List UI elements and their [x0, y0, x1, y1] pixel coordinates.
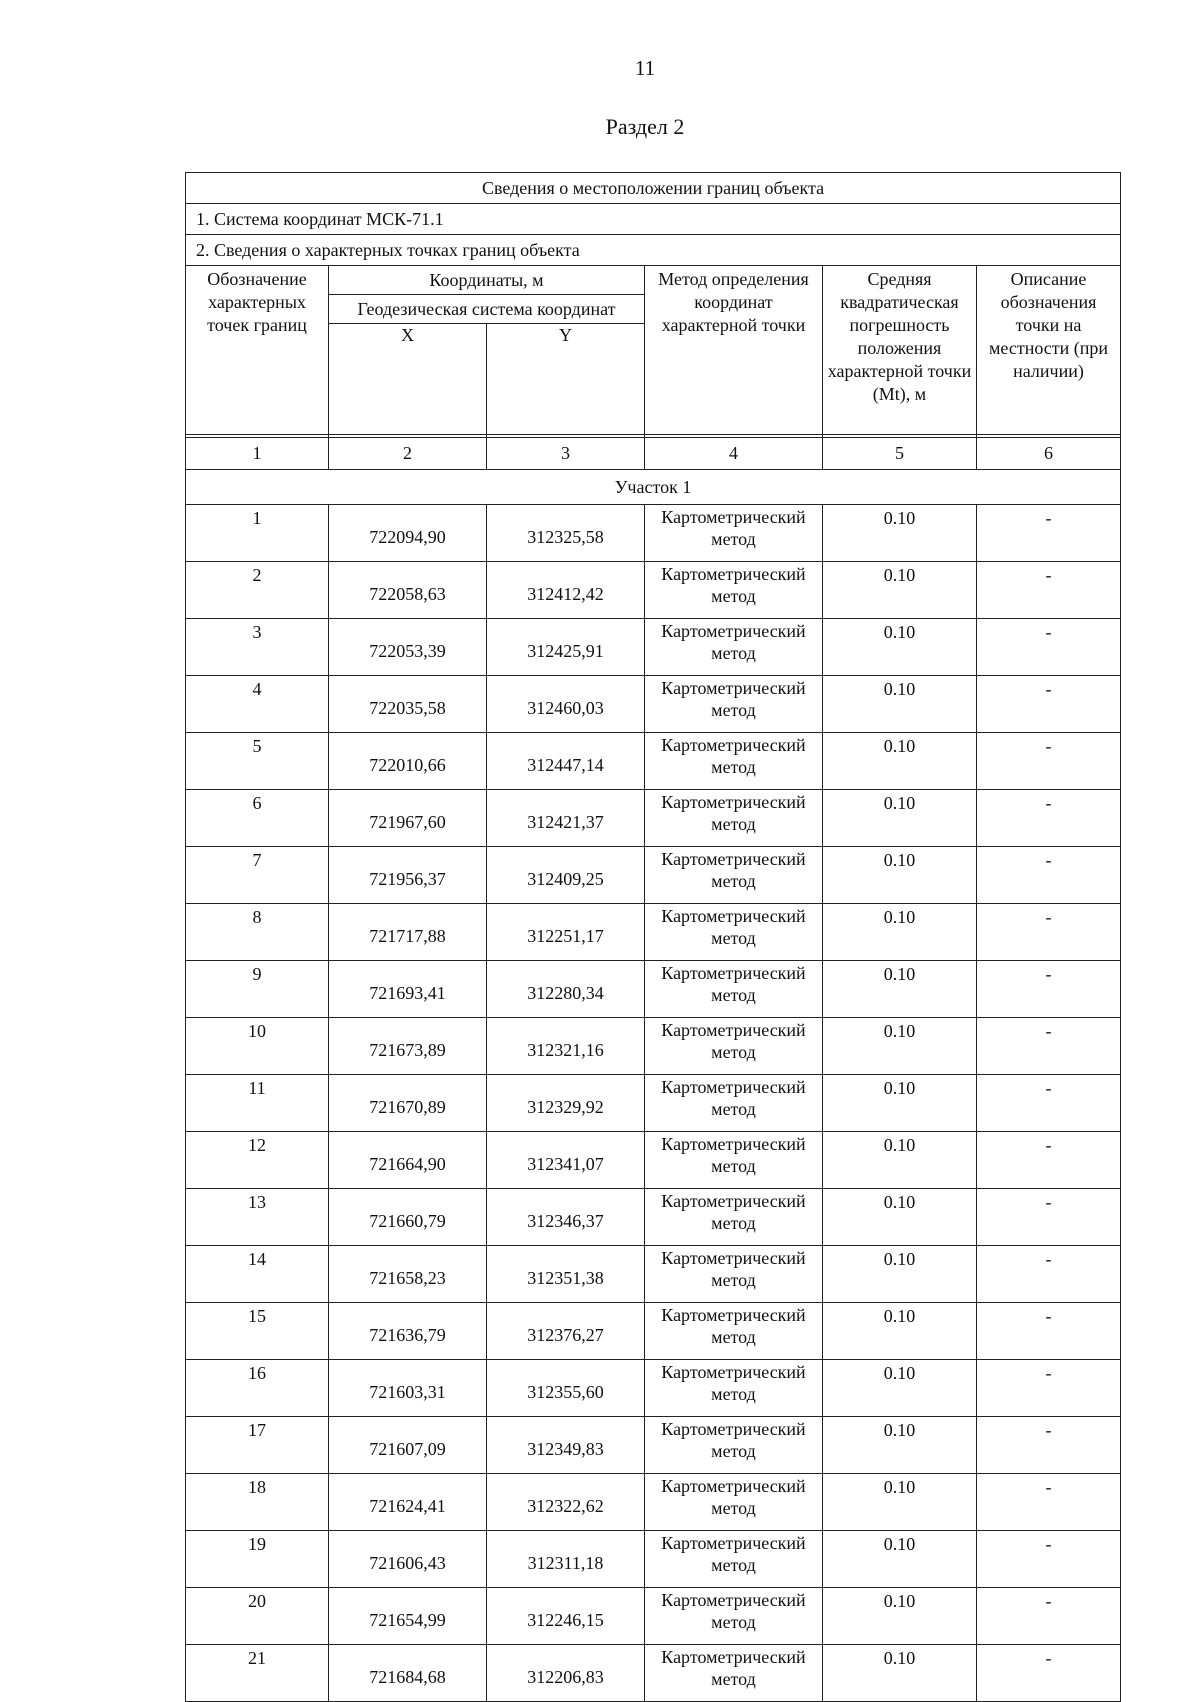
coordinate-y: 312409,25: [487, 847, 645, 904]
mean-error-cell: 0.10: [823, 505, 977, 562]
description-cell: -: [977, 1189, 1121, 1246]
description-cell: -: [977, 676, 1121, 733]
mean-error-cell: 0.10: [823, 733, 977, 790]
point-designation: 6: [186, 790, 329, 847]
column-number: 1: [186, 438, 329, 470]
table-row: [186, 676, 1121, 733]
method-cell: Картометрический метод: [645, 562, 823, 619]
description-cell: -: [977, 1360, 1121, 1417]
coordinate-y: 312355,60: [487, 1360, 645, 1417]
coordinate-x: 721967,60: [329, 790, 487, 847]
table-row: [186, 847, 1121, 904]
description-cell: -: [977, 733, 1121, 790]
coordinate-y: 312246,15: [487, 1588, 645, 1645]
point-designation: 5: [186, 733, 329, 790]
description-cell: -: [977, 961, 1121, 1018]
point-designation: 20: [186, 1588, 329, 1645]
coordinate-x: 721664,90: [329, 1132, 487, 1189]
table-row: [186, 790, 1121, 847]
coordinate-y: 312346,37: [487, 1189, 645, 1246]
description-cell: -: [977, 562, 1121, 619]
method-cell: Картометрический метод: [645, 1645, 823, 1702]
coordinate-y: 312376,27: [487, 1303, 645, 1360]
description-cell: -: [977, 847, 1121, 904]
points-caption: 2. Сведения о характерных точках границ объекта: [186, 235, 1121, 266]
table-row: [186, 1360, 1121, 1417]
description-cell: -: [977, 1246, 1121, 1303]
table-row: [186, 904, 1121, 961]
mean-error-cell: 0.10: [823, 1645, 977, 1702]
coordinate-x: 721607,09: [329, 1417, 487, 1474]
point-designation: 17: [186, 1417, 329, 1474]
point-designation: 1: [186, 505, 329, 562]
mean-error-cell: 0.10: [823, 1189, 977, 1246]
point-designation: 21: [186, 1645, 329, 1702]
coordinate-y: 312421,37: [487, 790, 645, 847]
mean-error-cell: 0.10: [823, 1018, 977, 1075]
coordinate-y: 312311,18: [487, 1531, 645, 1588]
coordinate-y: 312425,91: [487, 619, 645, 676]
point-designation: 2: [186, 562, 329, 619]
coordinate-x: 721624,41: [329, 1474, 487, 1531]
coordinate-x: 722058,63: [329, 562, 487, 619]
coordinate-x: 721660,79: [329, 1189, 487, 1246]
header-mean-error: Средняя квадратическая погрешность положения характерной точки (Mt), м: [823, 266, 977, 435]
method-cell: Картометрический метод: [645, 1018, 823, 1075]
page-number: 11: [634, 56, 656, 80]
table-row: [186, 1417, 1121, 1474]
method-cell: Картометрический метод: [645, 1474, 823, 1531]
method-cell: Картометрический метод: [645, 961, 823, 1018]
table-row: [186, 1531, 1121, 1588]
header-x: X: [329, 324, 487, 435]
table-row: [186, 1132, 1121, 1189]
point-designation: 12: [186, 1132, 329, 1189]
description-cell: -: [977, 1132, 1121, 1189]
description-cell: -: [977, 1645, 1121, 1702]
description-cell: -: [977, 1417, 1121, 1474]
column-numbers-row: [186, 438, 1121, 470]
coordinate-x: 721670,89: [329, 1075, 487, 1132]
coordinate-x: 721658,23: [329, 1246, 487, 1303]
coordinate-x: 721606,43: [329, 1531, 487, 1588]
mean-error-cell: 0.10: [823, 1588, 977, 1645]
point-designation: 16: [186, 1360, 329, 1417]
coordinate-x: 721693,41: [329, 961, 487, 1018]
coordinate-x: 721673,89: [329, 1018, 487, 1075]
coordinate-y: 312321,16: [487, 1018, 645, 1075]
boundary-points-table: [185, 172, 1121, 1702]
coordinate-y: 312447,14: [487, 733, 645, 790]
description-cell: -: [977, 1474, 1121, 1531]
method-cell: Картометрический метод: [645, 1303, 823, 1360]
mean-error-cell: 0.10: [823, 1246, 977, 1303]
mean-error-cell: 0.10: [823, 1075, 977, 1132]
point-designation: 3: [186, 619, 329, 676]
column-number: 4: [645, 438, 823, 470]
method-cell: Картометрический метод: [645, 904, 823, 961]
mean-error-cell: 0.10: [823, 1531, 977, 1588]
method-cell: Картометрический метод: [645, 847, 823, 904]
coordinate-x: 722094,90: [329, 505, 487, 562]
mean-error-cell: 0.10: [823, 961, 977, 1018]
coordinate-system: 1. Система координат МСК-71.1: [186, 204, 1121, 235]
column-number: 5: [823, 438, 977, 470]
table-row: [186, 1645, 1121, 1702]
point-designation: 4: [186, 676, 329, 733]
method-cell: Картометрический метод: [645, 619, 823, 676]
header-description: Описание обозначения точки на местности (при наличии): [977, 266, 1121, 435]
mean-error-cell: 0.10: [823, 619, 977, 676]
point-designation: 15: [186, 1303, 329, 1360]
table-row: [186, 1189, 1121, 1246]
point-designation: 14: [186, 1246, 329, 1303]
point-designation: 13: [186, 1189, 329, 1246]
table-row: [186, 562, 1121, 619]
point-designation: 11: [186, 1075, 329, 1132]
description-cell: -: [977, 790, 1121, 847]
coordinate-y: 312460,03: [487, 676, 645, 733]
coordinate-y: 312206,83: [487, 1645, 645, 1702]
table-row: [186, 1018, 1121, 1075]
coordinate-y: 312325,58: [487, 505, 645, 562]
header-geodetic-system: Геодезическая система координат: [329, 295, 645, 324]
parcel-label: Участок 1: [186, 470, 1121, 505]
coordinate-x: 722010,66: [329, 733, 487, 790]
method-cell: Картометрический метод: [645, 505, 823, 562]
coordinate-x: 721654,99: [329, 1588, 487, 1645]
method-cell: Картометрический метод: [645, 1075, 823, 1132]
mean-error-cell: 0.10: [823, 847, 977, 904]
header-coordinates: Координаты, м: [329, 266, 645, 295]
coordinate-x: 722053,39: [329, 619, 487, 676]
mean-error-cell: 0.10: [823, 562, 977, 619]
coordinate-y: 312329,92: [487, 1075, 645, 1132]
section-title: Раздел 2: [605, 114, 685, 139]
coordinate-x: 721684,68: [329, 1645, 487, 1702]
point-designation: 7: [186, 847, 329, 904]
description-cell: -: [977, 904, 1121, 961]
column-number: 3: [487, 438, 645, 470]
mean-error-cell: 0.10: [823, 676, 977, 733]
mean-error-cell: 0.10: [823, 1474, 977, 1531]
description-cell: -: [977, 1588, 1121, 1645]
mean-error-cell: 0.10: [823, 1417, 977, 1474]
mean-error-cell: 0.10: [823, 1132, 977, 1189]
mean-error-cell: 0.10: [823, 904, 977, 961]
description-cell: -: [977, 1531, 1121, 1588]
coordinate-x: 721956,37: [329, 847, 487, 904]
table-row: [186, 619, 1121, 676]
table-row: [186, 1588, 1121, 1645]
method-cell: Картометрический метод: [645, 1588, 823, 1645]
table-row: [186, 1474, 1121, 1531]
description-cell: -: [977, 1303, 1121, 1360]
point-designation: 19: [186, 1531, 329, 1588]
table-row: [186, 505, 1121, 562]
point-designation: 8: [186, 904, 329, 961]
coordinate-y: 312412,42: [487, 562, 645, 619]
method-cell: Картометрический метод: [645, 1360, 823, 1417]
method-cell: Картометрический метод: [645, 1531, 823, 1588]
method-cell: Картометрический метод: [645, 1132, 823, 1189]
mean-error-cell: 0.10: [823, 1303, 977, 1360]
description-cell: -: [977, 1018, 1121, 1075]
method-cell: Картометрический метод: [645, 1246, 823, 1303]
method-cell: Картометрический метод: [645, 733, 823, 790]
method-cell: Картометрический метод: [645, 790, 823, 847]
description-cell: -: [977, 1075, 1121, 1132]
table-row: [186, 961, 1121, 1018]
table-row: [186, 1303, 1121, 1360]
coordinate-x: 722035,58: [329, 676, 487, 733]
header-method: Метод определения координат характерной точки: [645, 266, 823, 435]
point-designation: 9: [186, 961, 329, 1018]
header-y: Y: [487, 324, 645, 435]
coordinate-y: 312341,07: [487, 1132, 645, 1189]
method-cell: Картометрический метод: [645, 1417, 823, 1474]
coordinate-y: 312322,62: [487, 1474, 645, 1531]
table-row: [186, 733, 1121, 790]
coordinate-x: 721603,31: [329, 1360, 487, 1417]
mean-error-cell: 0.10: [823, 1360, 977, 1417]
table-row: [186, 1246, 1121, 1303]
point-designation: 18: [186, 1474, 329, 1531]
coordinate-y: 312349,83: [487, 1417, 645, 1474]
coordinate-x: 721717,88: [329, 904, 487, 961]
point-designation: 10: [186, 1018, 329, 1075]
description-cell: -: [977, 619, 1121, 676]
coordinate-y: 312251,17: [487, 904, 645, 961]
column-number: 6: [977, 438, 1121, 470]
table-title: Сведения о местоположении границ объекта: [186, 173, 1121, 204]
mean-error-cell: 0.10: [823, 790, 977, 847]
method-cell: Картометрический метод: [645, 676, 823, 733]
table-row: [186, 1075, 1121, 1132]
column-number: 2: [329, 438, 487, 470]
coordinate-y: 312280,34: [487, 961, 645, 1018]
header-point-designation: Обозначение характерных точек границ: [186, 266, 329, 435]
coordinate-y: 312351,38: [487, 1246, 645, 1303]
method-cell: Картометрический метод: [645, 1189, 823, 1246]
coordinate-x: 721636,79: [329, 1303, 487, 1360]
description-cell: -: [977, 505, 1121, 562]
